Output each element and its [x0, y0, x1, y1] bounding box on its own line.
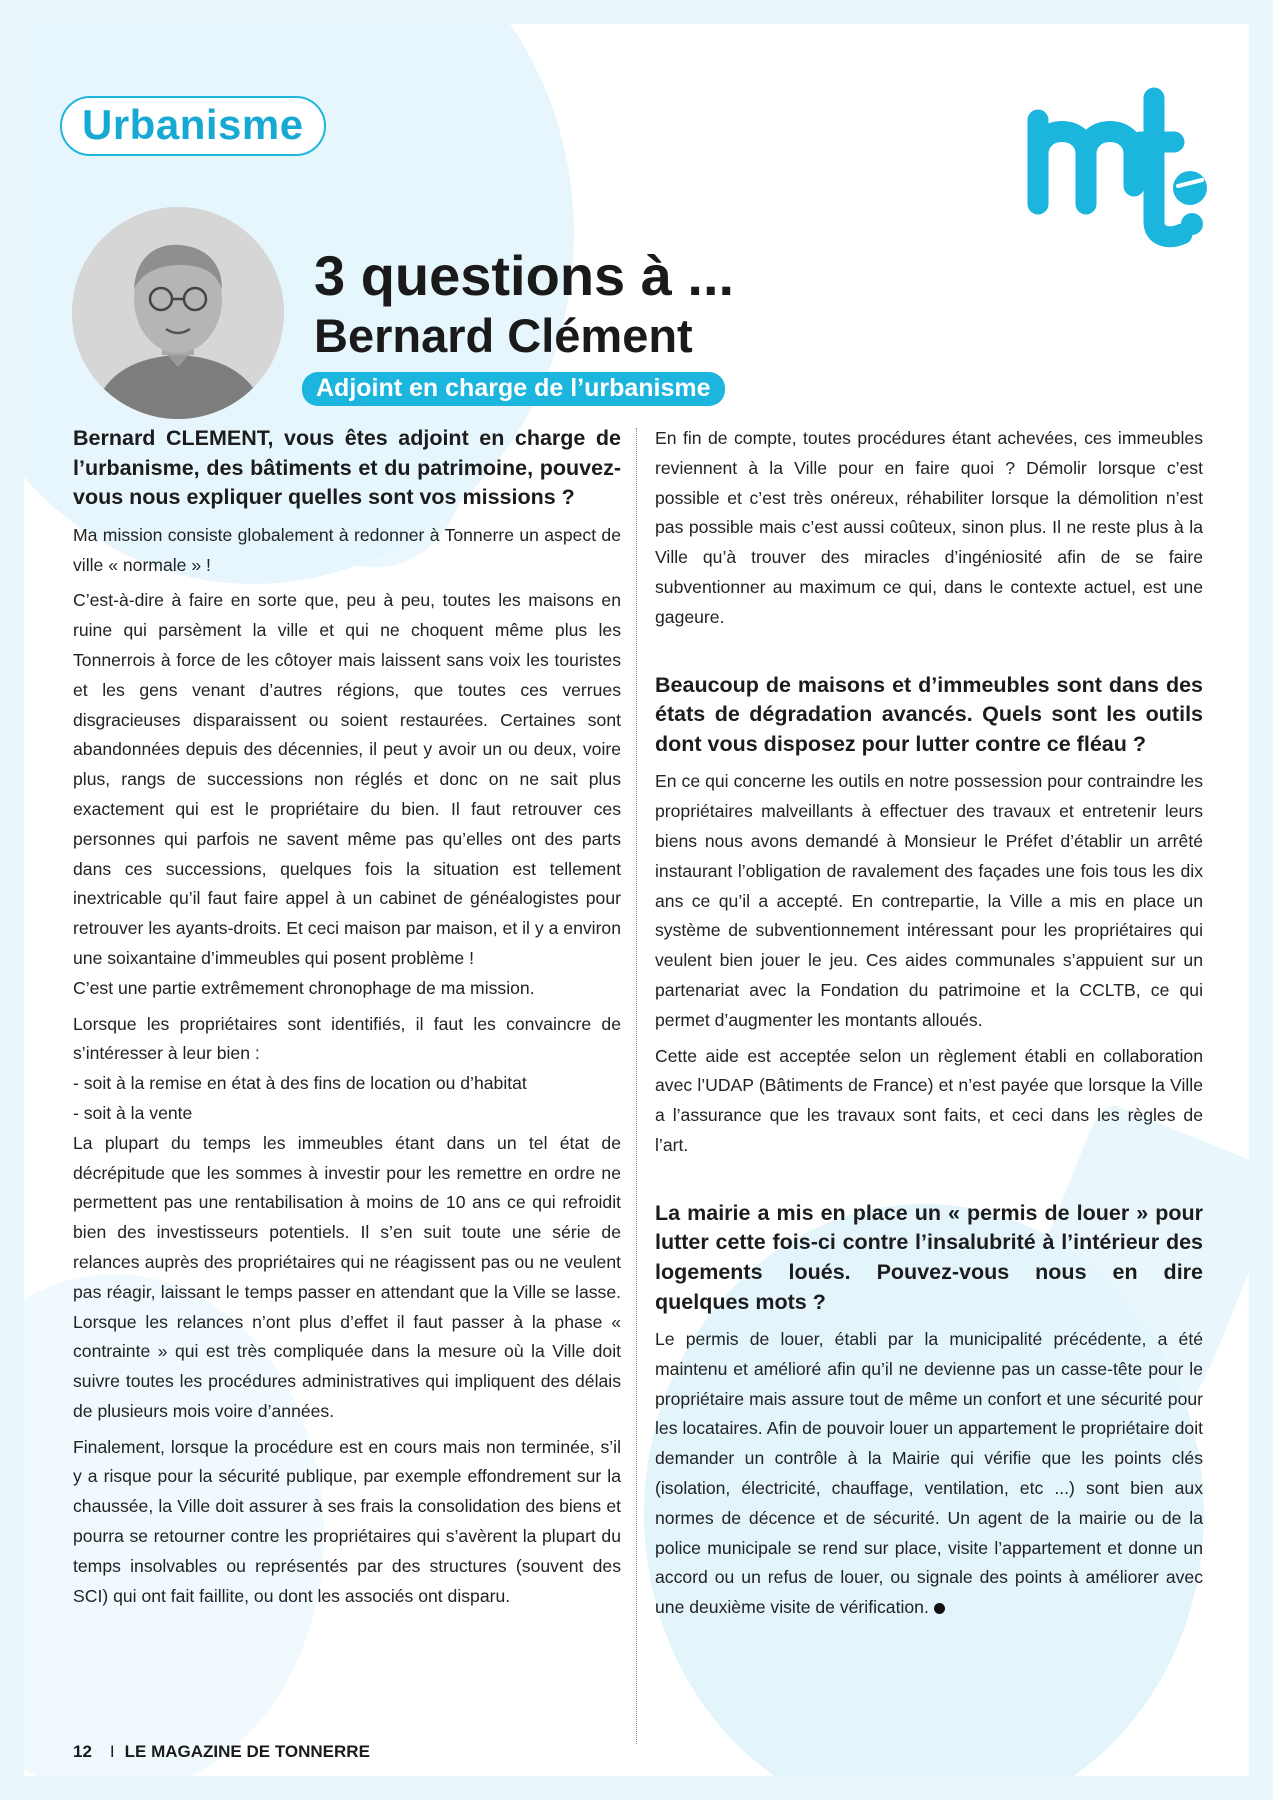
question-2: Beaucoup de maisons et d’immeubles sont dans des états de dégradation avancés. Quels sont les outils dont vous disposez pour lutter contre ce fléau ?: [655, 672, 1203, 756]
question-3: La mairie a mis en place un « permis de louer » pour lutter cette fois-ci contre l’insalubrité à l’intérieur des logements loués. Pouvez-vous nous en dire quelques mots ?: [655, 1200, 1203, 1314]
left-column: [73, 424, 621, 1617]
mt-logo-icon: [1024, 68, 1214, 258]
article-title: [314, 246, 734, 364]
paragraph: La plupart du temps les immeubles étant dans un tel état de décrépitude que les sommes à investir pour les remettre en ordre ne permettent pas une rentabilisation à moins de 10 ans ce qui refroidit bien des investisseurs potentiels. Il s’en suit toute une série de relances auprès des propriétaires qui ne réagissent pas ou ne veulent pas réagir, laissant le temps passer en attendant que la Ville se lasse. Lorsque les relances n’ont plus d’effet il faut passer à la phase « contrainte » qui est très compliquée dans la mesure où la Ville doit suivre toutes les procédures administratives qui impliquent des délais de plusieurs mois voire d’années.: [73, 1132, 621, 1421]
paragraph-text: Le permis de louer, établi par la municipalité précédente, a été maintenu et amélioré afin qu’il ne devienne pas un casse-tête pour le propriétaire mais assure tout de même un confort et une sécurité pour les locataires. Afin de pouvoir louer un appartement le propriétaire doit demander un contrôle à la Mairie qui vérifie que les points clés (isolation, électricité, chauffage, ventilation, etc ...) sont bien aux normes de décence et de sécurité. Un agent de la mairie ou de la police municipale se rend sur place, visite l’appartement et donne un accord ou un refus de louer, ou signale des points à améliorer avec une deuxième visite de vérification.: [655, 1329, 1203, 1618]
magazine-page: [24, 24, 1249, 1776]
portrait-illustration-icon: [72, 207, 284, 419]
interviewee-name: Bernard Clément: [314, 309, 693, 362]
footer-separator: I: [109, 1742, 115, 1761]
title-line-1: 3 questions à ...: [314, 244, 735, 307]
question-1: Bernard CLEMENT, vous êtes adjoint en charge de l’urbanisme, des bâtiments et du patrimoine, pouvez-vous nous expliquer quelles sont vos missions ?: [73, 426, 621, 510]
list-item: - soit à la vente: [73, 1102, 193, 1123]
right-column: [655, 424, 1203, 1629]
portrait-photo: [72, 207, 284, 419]
paragraph: Cette aide est acceptée selon un règlement établi en collaboration avec l’UDAP (Bâtiments de France) et n’est payée que lorsque la Ville a l’assurance que les travaux sont faits, et ceci dans les règles de l’art.: [655, 1045, 1203, 1155]
paragraph: En ce qui concerne les outils en notre possession pour contraindre les propriétaires malveillants à effectuer des travaux et entretenir leurs biens nous avons demandé à Monsieur le Préfet d’établir un arrêté instaurant l’obligation de ravalement des façades une fois tous les dix ans ce qu’il a accepté. En contrepartie, la Ville a mis en place un système de subventionnement intéressant pour les propriétaires qui veulent bien jouer le jeu. Ces aides communales s’appuient sur un partenariat avec la Fondation du patrimoine et la CCLTB, ce qui permet d’augmenter les montants alloués.: [655, 771, 1203, 1030]
magazine-name: LE MAGAZINE DE TONNERRE: [124, 1742, 370, 1761]
paragraph: Lorsque les propriétaires sont identifiés, il faut les convaincre de s’intéresser à leur bien :: [73, 1013, 621, 1064]
closing-paragraph: [655, 1325, 1203, 1623]
paragraph: En fin de compte, toutes procédures étant achevées, ces immeubles reviennent à la Ville pour en faire quoi ? Démolir lorsque c’est possible et c’est très onéreux, réhabiliter lorsque la démolition n’est pas possible mais c’est aussi coûteux, sinon plus. Il ne reste plus à la Ville qu’à trouver des miracles d’ingéniosité afin de se faire subventionner au maximum ce qui, dans le contexte actuel, est une gageure.: [655, 428, 1203, 627]
paragraph: Ma mission consiste globalement à redonner à Tonnerre un aspect de ville « normale » !: [73, 524, 621, 575]
paragraph: C’est une partie extrêmement chronophage de ma mission.: [73, 977, 535, 998]
end-of-article-dot-icon: [934, 1603, 945, 1614]
paragraph: Finalement, lorsque la procédure est en cours mais non terminée, s’il y a risque pour la sécurité publique, par exemple effondrement sur la chaussée, la Ville doit assurer à ses frais la consolidation des biens et pourra se retourner contre les propriétaires qui s’avèrent la plupart du temps insolvables ou représentés par des structures (souvent des SCI) qui ont fait faillite, ou dont les associés ont disparu.: [73, 1436, 621, 1606]
paragraph: C’est-à-dire à faire en sorte que, peu à peu, toutes les maisons en ruine qui parsèment la ville et qui ne choquent même plus les Tonnerrois à force de les côtoyer mais laissent sans voix les touristes et les gens venant d’autres régions, que toutes ces verrues disgracieuses disparaissent ou soient restaurées. Certaines sont abandonnées depuis des décennies, il peut y avoir un ou deux, voire plus, rangs de successions non réglés et donc on ne sait plus exactement qui est le propriétaire du bien. Il faut retrouver ces personnes qui parfois ne savent même pas qu’elles ont des parts dans ces successions, quelques fois la situation est tellement inextricable qu’il faut faire appel à un cabinet de généalogistes pour retrouver les ayants-droits. Et ceci maison par maison, et il y a environ une soixantaine d’immeubles qui posent problème !: [73, 590, 621, 968]
page-footer: [73, 1742, 370, 1762]
role-badge: Adjoint en charge de l’urbanisme: [302, 372, 725, 406]
column-divider: [636, 428, 637, 1744]
section-label: Urbanisme: [60, 96, 326, 156]
page-number: 12: [73, 1742, 92, 1761]
list-item: - soit à la remise en état à des fins de location ou d’habitat: [73, 1073, 527, 1094]
